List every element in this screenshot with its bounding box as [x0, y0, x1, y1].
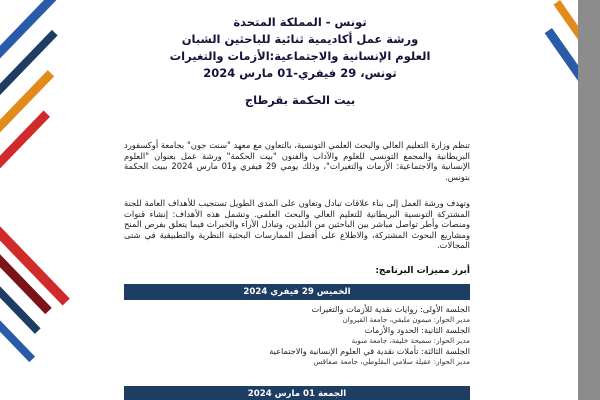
header-location: تونس - المملكة المتحدة	[233, 15, 367, 29]
edge-stripe-blue	[545, 28, 578, 99]
day1-bar: الخميس 29 فيفري 2024	[124, 284, 470, 300]
session-3-moderator: مدير الحوار: عقيلة سلامي البقلوطي، جامعة صفاقس	[313, 357, 470, 366]
program-heading: أبرز مميزات البرنامج:	[375, 266, 470, 276]
session-3-title: الجلسة الثالثة: تأملات نقدية في العلوم الإنسانية والاجتماعية	[269, 346, 470, 356]
document-header	[110, 14, 490, 109]
session-2-title: الجلسة الثانية: الحدود والأزمات	[364, 325, 470, 335]
day2-bar: الجمعة 01 مارس 2024	[124, 386, 470, 400]
header-theme: العلوم الإنسانية والاجتماعية:الأزمات والتغيرات	[169, 49, 431, 63]
session-2-moderator: مدير الحوار: سميحة خليفة، جامعة منوبة	[351, 336, 470, 345]
goals-paragraph: وتهدف ورشة العمل إلى بناء علاقات تبادل وتعاون على المدى الطويل تستجيب للأهداف العامة للجنة المشتركة التونسية البريطانية للتعليم العالي والبحث العلمي. وتشمل هذه الأهداف: إنشاء قنوات ومنصات وأطر تواصل مباشر بين الباحثين من البلدين، وتبادل الآراء والخبرات فيما يتعلق بفرص المنح ومشاريع البحوث المشتركة، والاطلاع على أفضل الممارسات البحثية النظرية والتطبيقية في شتى المجالات.	[124, 198, 470, 251]
header-dates: تونس، 29 فيفري-01 مارس 2024	[203, 66, 397, 80]
session-1-moderator: مدير الحوار: ميمون ملبقي، جامعة القيروان	[342, 315, 470, 324]
day1-sessions	[124, 304, 470, 367]
session-1-title: الجلسة الأولى: روايات نقدية للأزمات والتغيرات	[311, 304, 470, 314]
header-venue: بيت الحكمة بقرطاج	[244, 93, 356, 107]
header-event-type: ورشة عمل أكاديمية ثنائية للباحثين الشبان	[181, 32, 419, 46]
intro-paragraph: تنظم وزارة التعليم العالي والبحث العلمي التونسية، بالتعاون مع معهد "سنت جون" بجامعة أوكسفورد البريطانية والمجمع التونسي للعلوم والآداب والفنون "بيت الحكمة" ورشة عمل بعنوان "العلوم الإنسانية والاجتماعية: الأزمات والتغيرات"، وذلك يومي 29 فيفري و01 مارس 2024 ببيت الحكمة بتونس.	[124, 140, 470, 182]
